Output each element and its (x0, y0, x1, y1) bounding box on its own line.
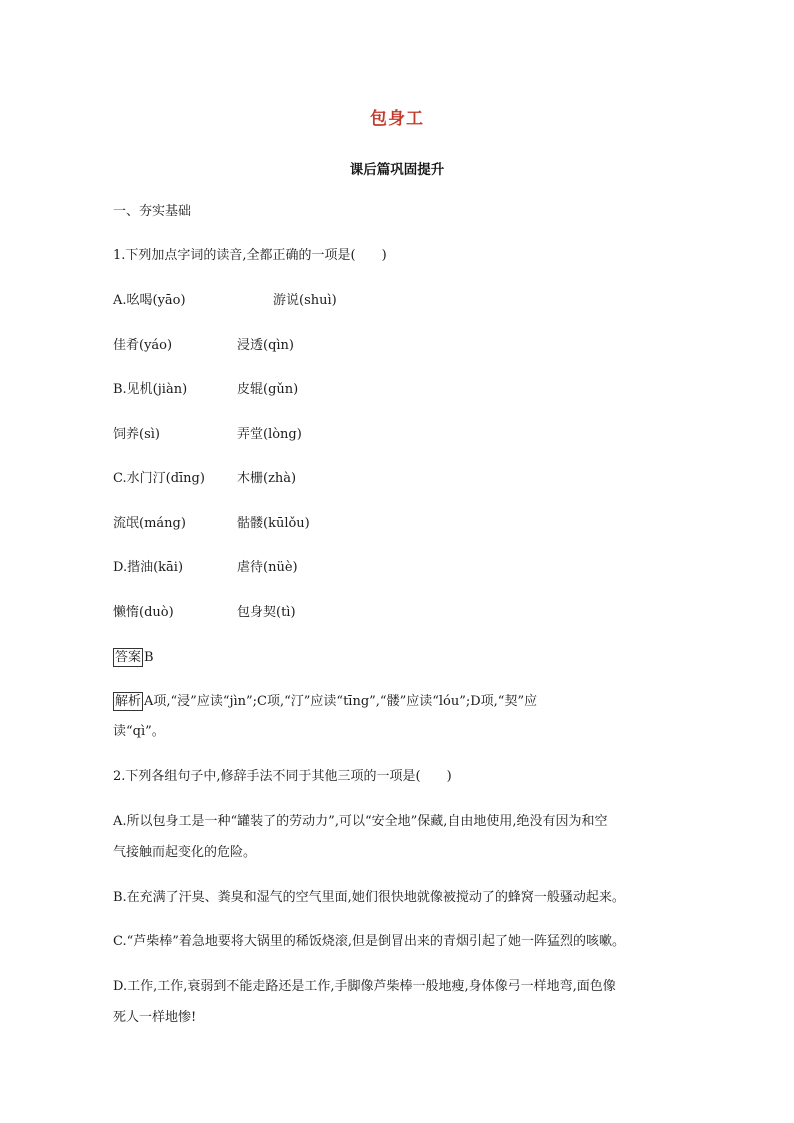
analysis-line-2: 读“qì”。 (113, 724, 165, 739)
option-b-word-2: 皮辊(gǔn) (237, 382, 299, 397)
question-1-stem: 1.下列加点字词的读音,全都正确的一项是( ) (113, 248, 387, 263)
q2-option-b: B.在充满了汗臭、粪臭和湿气的空气里面,她们很快地就像被搅动了的蜂窝一般骚动起来。 (113, 890, 625, 905)
option-c-word-2: 木栅(zhà) (237, 471, 297, 486)
analysis-text-1: A项,“浸”应读“jìn”;C项,“汀”应读“tīng”,“髅”应读“lóu”;D项,“契”应 (144, 694, 538, 709)
option-d-word-1: D.揩油(kāi) (113, 560, 184, 575)
q2-option-a-line-2: 气接触而起变化的危险。 (113, 845, 257, 860)
question-2-stem: 2.下列各组句子中,修辞手法不同于其他三项的一项是( ) (113, 769, 452, 784)
page-subtitle: 课后篇巩固提升 (349, 162, 445, 178)
option-d-word-4: 包身契(tì) (237, 605, 296, 620)
option-a-word-2: 游说(shuì) (273, 293, 337, 308)
option-d-word-2: 虐待(nüè) (237, 560, 298, 575)
option-b-word-1: B.见机(jiàn) (113, 382, 188, 397)
q2-option-d-line-1: D.工作,工作,衰弱到不能走路还是工作,手脚像芦柴棒一般地瘦,身体像弓一样地弯,面色像 (113, 979, 616, 994)
option-d-word-3: 懒惰(duò) (113, 605, 174, 620)
option-a-word-1: A.吆喝(yāo) (113, 293, 186, 308)
option-b-word-4: 弄堂(lòng) (237, 427, 302, 442)
q2-option-c: C.“芦柴棒”着急地要将大锅里的稀饭烧滚,但是倒冒出来的青烟引起了她一阵猛烈的咳嗽。 (113, 934, 626, 949)
q2-option-a-line-1: A.所以包身工是一种“罐装了的劳动力”,可以“安全地”保藏,自由地使用,绝没有因为和空 (113, 814, 608, 829)
answer-line (113, 648, 154, 668)
option-c-word-1: C.水门汀(dīng) (113, 471, 205, 486)
option-c-word-4: 骷髅(kūlǒu) (237, 516, 310, 531)
page-title: 包身工 (370, 109, 424, 129)
section-heading: 一、夯实基础 (113, 204, 192, 219)
option-a-word-4: 浸透(qìn) (237, 338, 294, 353)
answer-value: B (144, 650, 154, 665)
option-b-word-3: 饲养(sì) (113, 427, 160, 442)
analysis-label: 解析 (115, 694, 142, 709)
q2-option-d-line-2: 死人一样地惨! (113, 1010, 197, 1025)
answer-label: 答案 (115, 650, 142, 665)
option-c-word-3: 流氓(máng) (113, 516, 186, 531)
analysis-line-1 (113, 692, 537, 712)
option-a-word-3: 佳肴(yáo) (113, 338, 173, 353)
